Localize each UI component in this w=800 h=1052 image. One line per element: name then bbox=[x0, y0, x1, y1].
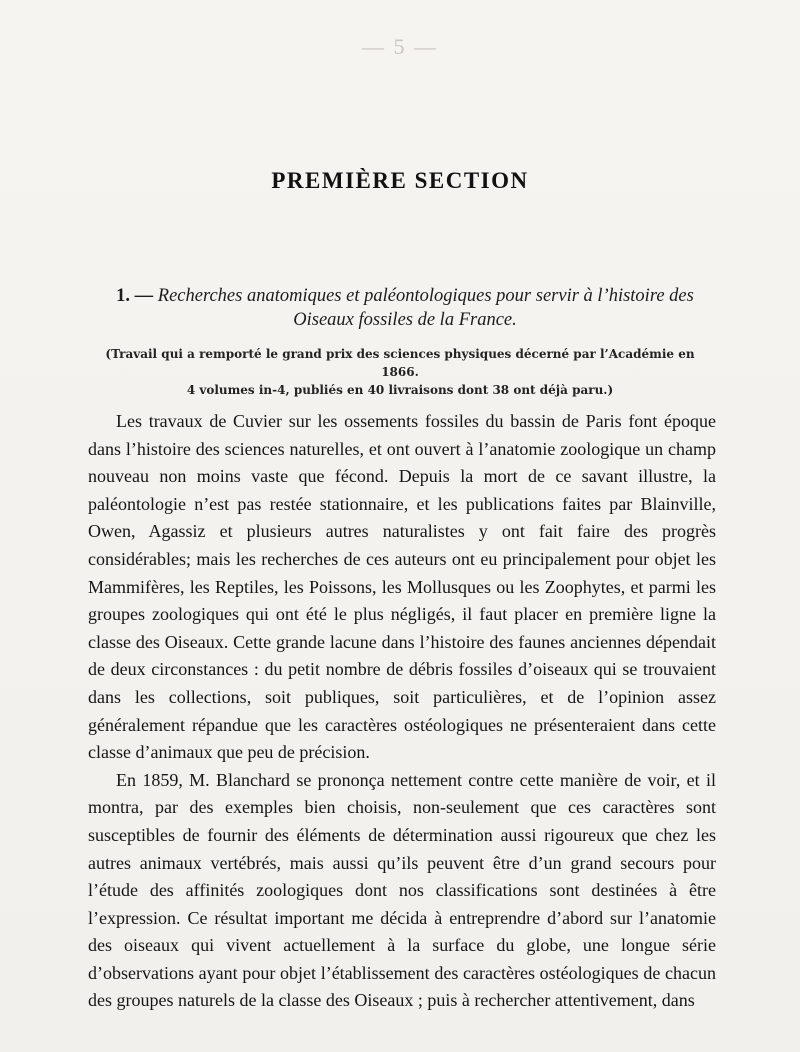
entry-title: Recherches anatomiques et paléontologiques pour servir à l’histoire des Oiseaux fossiles de la France. bbox=[157, 286, 694, 330]
entry-heading bbox=[110, 284, 700, 332]
section-title: PREMIÈRE SECTION bbox=[271, 168, 529, 193]
body-text bbox=[88, 408, 716, 1015]
page-number: — 5 — bbox=[362, 34, 438, 59]
body-paragraph-2: En 1859, M. Blanchard se prononça nettement contre cette manière de voir, et il montra, par des exemples bien choisis, non-seulement que ces caractères sont susceptibles de fournir des éléments de détermination aussi rigoureux que chez les autres animaux vertébrés, mais aussi qu’ils peuvent être d’un grand secours pour l’étude des affinités zoologiques dont nos classifications sont destinées à être l’expression. Ce résultat important me décida à entreprendre d’abord sur l’anatomie des oiseaux qui vivent actuellement à la surface du globe, une longue série d’observations ayant pour objet l’établissement des caractères ostéologiques de chacun des groupes naturels de la classe des Oiseaux ; puis à rechercher attentivement, dans bbox=[88, 769, 716, 1011]
publication-note-line-1: (Travail qui a remporté le grand prix des sciences physiques décerné par l’Académie en 1866. bbox=[105, 347, 695, 379]
body-paragraph-1: Les travaux de Cuvier sur les ossements fossiles du bassin de Paris font époque dans l’histoire des sciences naturelles, et ont ouvert à l’anatomie zoologique un champ nouveau non moins vaste que fécond. Depuis la mort de ce savant illustre, la paléontologie n’est pas restée stationnaire, et les publications faites par Blainville, Owen, Agassiz et plusieurs autres naturalistes y ont fait faire des progrès considérables; mais les recherches de ces auteurs ont eu principalement pour objet les Mammifères, les Reptiles, les Poissons, les Mollusques ou les Zoophytes, et parmi les groupes zoologiques qui ont été le plus négligés, il faut placer en première ligne la classe des Oiseaux. Cette grande lacune dans l’histoire des faunes anciennes dépendait de deux circonstances : du petit nombre de débris fossiles d’oiseaux qui se trouvaient dans les collections, soit publiques, soit particulières, et de l’opinion assez généralement répandue que les caractères ostéologiques ne présenteraient dans cette classe d’animaux que peu de précision. bbox=[88, 411, 716, 763]
entry-number: 1. — bbox=[116, 286, 154, 306]
publication-note bbox=[100, 345, 700, 399]
publication-note-line-2: 4 volumes in-4, publiés en 40 livraisons dont 38 ont déjà paru.) bbox=[186, 383, 614, 397]
